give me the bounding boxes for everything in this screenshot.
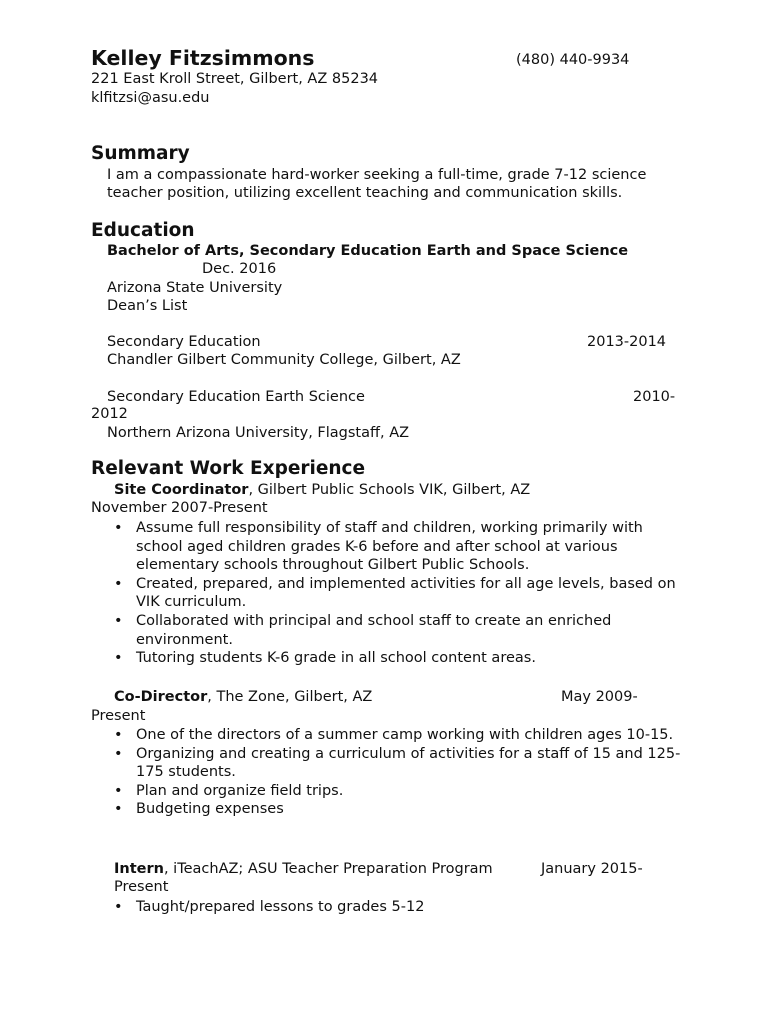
list-item: • Assume full responsibility of staff and children, working primarily with school aged children grades K-6 before and after school at various elementary schools throughout Gilbert Public Schools. bbox=[91, 519, 681, 575]
list-item: • Taught/prepared lessons to grades 5-12 bbox=[91, 898, 681, 917]
education-dates-3-end: 2012 bbox=[91, 406, 128, 422]
education-school-3: Northern Arizona University, Flagstaff, AZ bbox=[107, 425, 410, 441]
job-1-title: Site Coordinator bbox=[114, 482, 249, 498]
degree-school: Arizona State University bbox=[107, 280, 283, 296]
education-program-2: Secondary Education bbox=[107, 334, 261, 350]
job-3-bullet-list bbox=[91, 898, 681, 917]
list-item: • One of the directors of a summer camp working with children ages 10-15. bbox=[91, 726, 681, 745]
job-2-header bbox=[114, 688, 372, 707]
job-3-dates-start: January 2015- bbox=[541, 861, 643, 877]
job-3-dates-end: Present bbox=[114, 879, 169, 895]
education-school-2: Chandler Gilbert Community College, Gilbert, AZ bbox=[107, 352, 461, 368]
job-2-dates-end: Present bbox=[91, 708, 146, 724]
education-dates-3-start: 2010- bbox=[633, 389, 676, 405]
list-item: • Created, prepared, and implemented activities for all age levels, based on VIK curriculum. bbox=[91, 575, 681, 612]
education-heading: Education bbox=[91, 220, 195, 241]
address: 221 East Kroll Street, Gilbert, AZ 85234 bbox=[91, 71, 379, 87]
job-2-dates-start: May 2009- bbox=[561, 689, 638, 705]
degree-honor: Dean’s List bbox=[107, 298, 188, 314]
resume-name: Kelley Fitzsimmons bbox=[91, 46, 315, 70]
list-item: • Budgeting expenses bbox=[91, 800, 681, 819]
list-item: • Organizing and creating a curriculum of activities for a staff of 15 and 125-175 students. bbox=[91, 745, 681, 782]
experience-heading: Relevant Work Experience bbox=[91, 458, 366, 479]
summary-line-1: I am a compassionate hard-worker seeking a full-time, grade 7-12 science bbox=[107, 167, 647, 183]
job-2-org: , The Zone, Gilbert, AZ bbox=[207, 689, 373, 705]
summary-line-2: teacher position, utilizing excellent teaching and communication skills. bbox=[107, 185, 623, 201]
job-2-title: Co-Director bbox=[114, 689, 208, 705]
job-1-dates: November 2007-Present bbox=[91, 500, 268, 516]
list-item: • Plan and organize field trips. bbox=[91, 782, 681, 801]
job-2-bullet-list bbox=[91, 726, 681, 819]
email: klfitzsi@asu.edu bbox=[91, 90, 210, 106]
job-3-title: Intern bbox=[114, 861, 164, 877]
list-item: • Collaborated with principal and school staff to create an enriched environment. bbox=[91, 612, 681, 649]
education-dates-2: 2013-2014 bbox=[587, 334, 667, 350]
job-3-org: , iTeachAZ; ASU Teacher Preparation Program bbox=[163, 861, 493, 877]
job-3-header bbox=[114, 860, 493, 879]
job-1-header bbox=[114, 481, 530, 500]
degree-date: Dec. 2016 bbox=[202, 261, 277, 277]
education-program-3: Secondary Education Earth Science bbox=[107, 389, 365, 405]
list-item: • Tutoring students K-6 grade in all school content areas. bbox=[91, 649, 681, 668]
job-1-bullet-list bbox=[91, 519, 681, 668]
phone-number: (480) 440-9934 bbox=[516, 52, 630, 68]
job-1-org: , Gilbert Public Schools VIK, Gilbert, AZ bbox=[248, 482, 531, 498]
summary-heading: Summary bbox=[91, 143, 190, 164]
degree-title: Bachelor of Arts, Secondary Education Earth and Space Science bbox=[107, 243, 629, 259]
